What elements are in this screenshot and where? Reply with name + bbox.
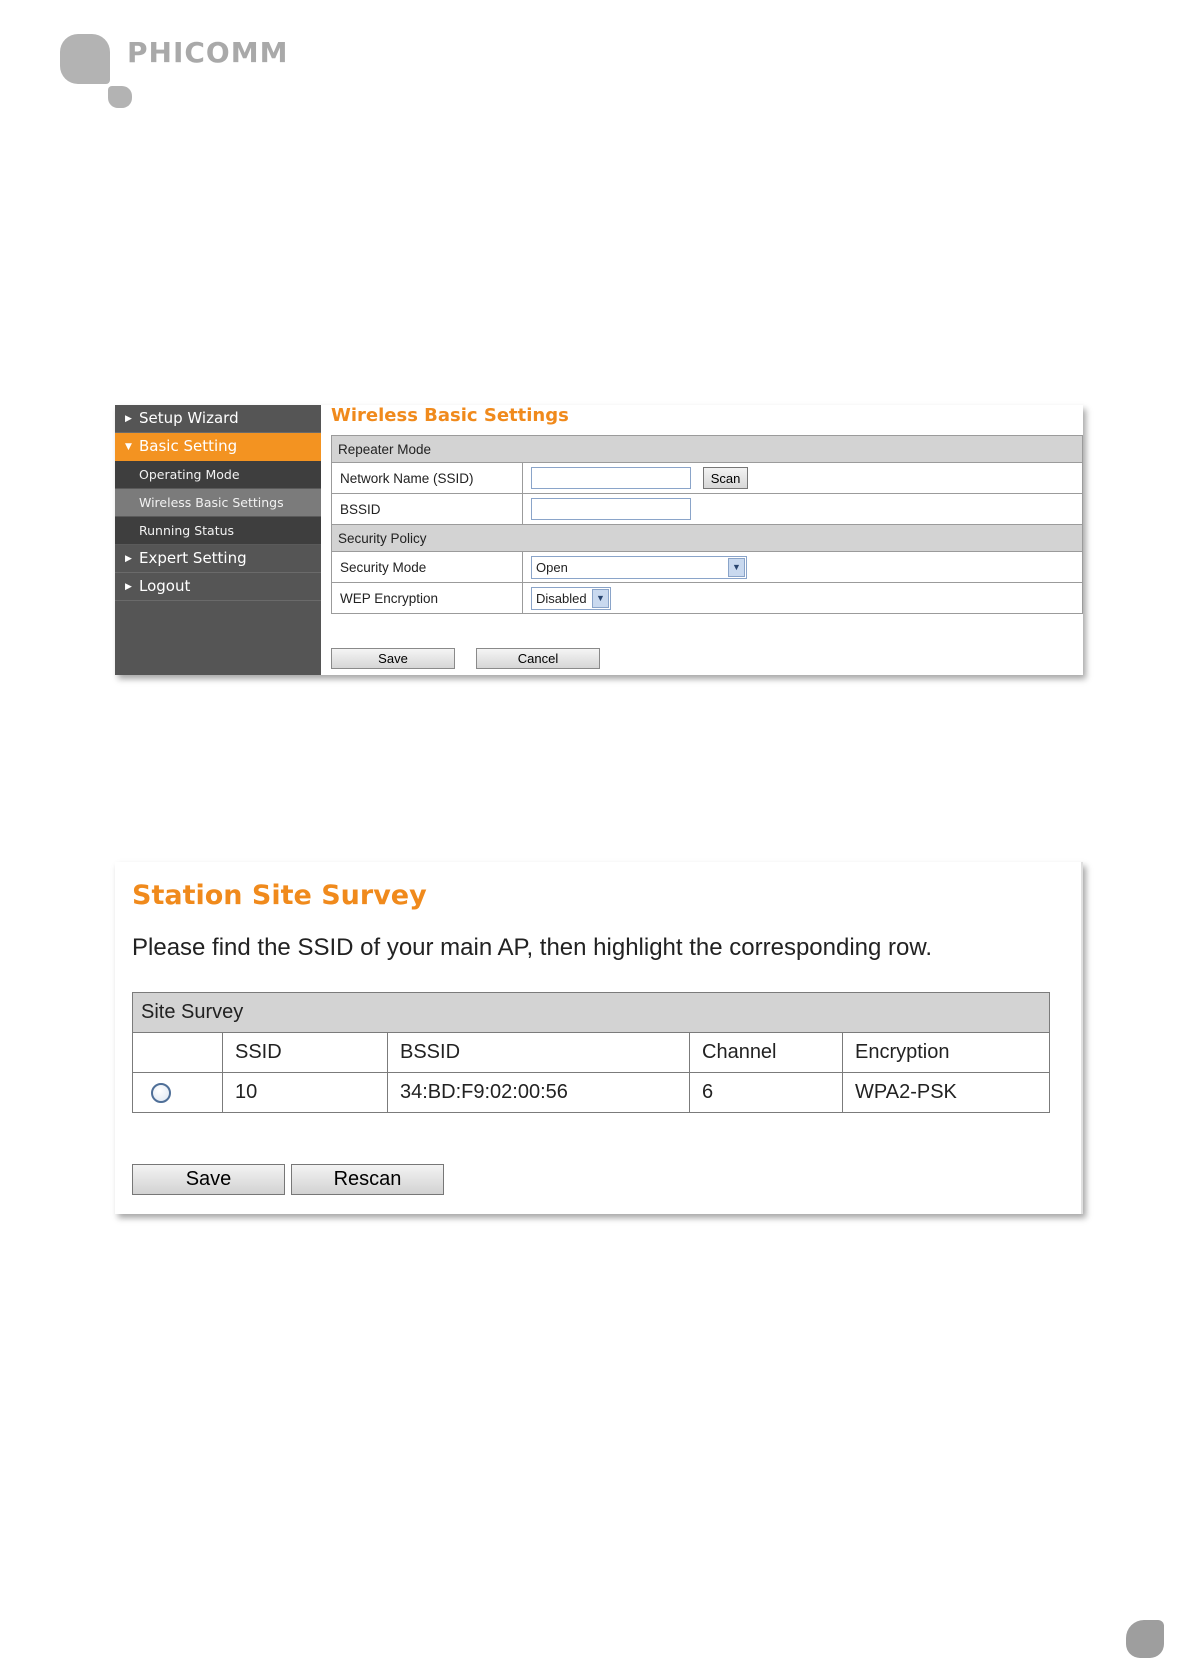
section-header bbox=[332, 436, 1083, 463]
section-header bbox=[332, 525, 1083, 552]
security-mode-cell bbox=[523, 552, 1083, 583]
ssid-cell bbox=[523, 463, 1083, 494]
sidebar-item-logout[interactable] bbox=[115, 573, 321, 601]
sidebar-item-label: Running Status bbox=[139, 523, 235, 538]
wireless-settings-form bbox=[331, 435, 1083, 614]
column-header-encryption: Encryption bbox=[843, 1033, 1050, 1073]
scan-button[interactable]: Scan bbox=[703, 467, 749, 489]
sidebar-item-label: Wireless Basic Settings bbox=[139, 495, 284, 510]
section-repeater-mode: Repeater Mode bbox=[332, 436, 1083, 463]
form-row bbox=[332, 552, 1083, 583]
triangle-right-icon: ▶ bbox=[125, 414, 132, 424]
wep-encryption-select[interactable] bbox=[531, 587, 611, 610]
wep-encryption-cell bbox=[523, 583, 1083, 614]
wep-encryption-value: Disabled bbox=[536, 590, 587, 606]
site-survey-table bbox=[132, 992, 1050, 1113]
triangle-right-icon: ▶ bbox=[125, 582, 132, 592]
sidebar-item-label: Setup Wizard bbox=[139, 409, 239, 427]
sidebar-item-label: Operating Mode bbox=[139, 467, 240, 482]
column-header-bssid: BSSID bbox=[388, 1033, 690, 1073]
sidebar-item-label: Basic Setting bbox=[139, 437, 238, 455]
save-button[interactable]: Save bbox=[331, 648, 455, 669]
sidebar-item-expert-setting[interactable] bbox=[115, 545, 321, 573]
survey-title: Station Site Survey bbox=[132, 880, 427, 911]
sidebar-item-setup-wizard[interactable] bbox=[115, 405, 321, 433]
sidebar-subitem-wireless-basic-settings[interactable] bbox=[115, 489, 321, 517]
table-title: Site Survey bbox=[133, 993, 1050, 1033]
column-header-ssid: SSID bbox=[223, 1033, 388, 1073]
table-header-row bbox=[133, 1033, 1050, 1073]
form-row bbox=[332, 463, 1083, 494]
phicomm-logo bbox=[60, 34, 320, 114]
column-header-select bbox=[133, 1033, 223, 1073]
wireless-settings-screenshot bbox=[115, 405, 1083, 675]
bssid-cell bbox=[523, 494, 1083, 525]
form-row bbox=[332, 494, 1083, 525]
rescan-button[interactable]: Rescan bbox=[291, 1164, 444, 1195]
table-title-row bbox=[133, 993, 1050, 1033]
wep-encryption-label: WEP Encryption bbox=[332, 583, 523, 614]
brand-name: PHICOMM bbox=[127, 36, 289, 69]
section-security-policy: Security Policy bbox=[332, 525, 1083, 552]
chevron-down-icon[interactable]: ▼ bbox=[728, 558, 745, 577]
sidebar-item-label: Logout bbox=[139, 577, 191, 595]
table-row[interactable] bbox=[133, 1073, 1050, 1113]
logo-mark-large bbox=[60, 34, 110, 84]
security-mode-label: Security Mode bbox=[332, 552, 523, 583]
column-header-channel: Channel bbox=[690, 1033, 843, 1073]
page-title: Wireless Basic Settings bbox=[331, 405, 569, 426]
sidebar-item-label: Expert Setting bbox=[139, 549, 247, 567]
site-survey-screenshot bbox=[115, 862, 1083, 1214]
ssid-input[interactable] bbox=[531, 467, 691, 489]
cell-channel: 6 bbox=[690, 1073, 843, 1113]
cell-ssid: 10 bbox=[223, 1073, 388, 1113]
survey-instruction: Please find the SSID of your main AP, then highlight the corresponding row. bbox=[132, 934, 933, 961]
security-mode-select[interactable] bbox=[531, 556, 747, 579]
cell-encryption: WPA2-PSK bbox=[843, 1073, 1050, 1113]
page-corner-mark bbox=[1126, 1620, 1164, 1658]
sidebar-subitem-running-status[interactable] bbox=[115, 517, 321, 545]
security-mode-value: Open bbox=[536, 559, 568, 575]
form-row bbox=[332, 583, 1083, 614]
row-select-cell bbox=[133, 1073, 223, 1113]
wireless-settings-content bbox=[321, 405, 1083, 675]
ap-select-radio[interactable] bbox=[151, 1083, 171, 1103]
triangle-down-icon: ▼ bbox=[125, 442, 132, 452]
bssid-label: BSSID bbox=[332, 494, 523, 525]
logo-mark-small bbox=[108, 86, 132, 108]
chevron-down-icon[interactable]: ▼ bbox=[592, 589, 609, 608]
sidebar-subitem-operating-mode[interactable] bbox=[115, 461, 321, 489]
ssid-label: Network Name (SSID) bbox=[332, 463, 523, 494]
triangle-right-icon: ▶ bbox=[125, 554, 132, 564]
survey-save-button[interactable]: Save bbox=[132, 1164, 285, 1195]
cancel-button[interactable]: Cancel bbox=[476, 648, 600, 669]
sidebar-item-basic-setting[interactable] bbox=[115, 433, 321, 461]
sidebar bbox=[115, 405, 321, 675]
cell-bssid: 34:BD:F9:02:00:56 bbox=[388, 1073, 690, 1113]
bssid-input[interactable] bbox=[531, 498, 691, 520]
